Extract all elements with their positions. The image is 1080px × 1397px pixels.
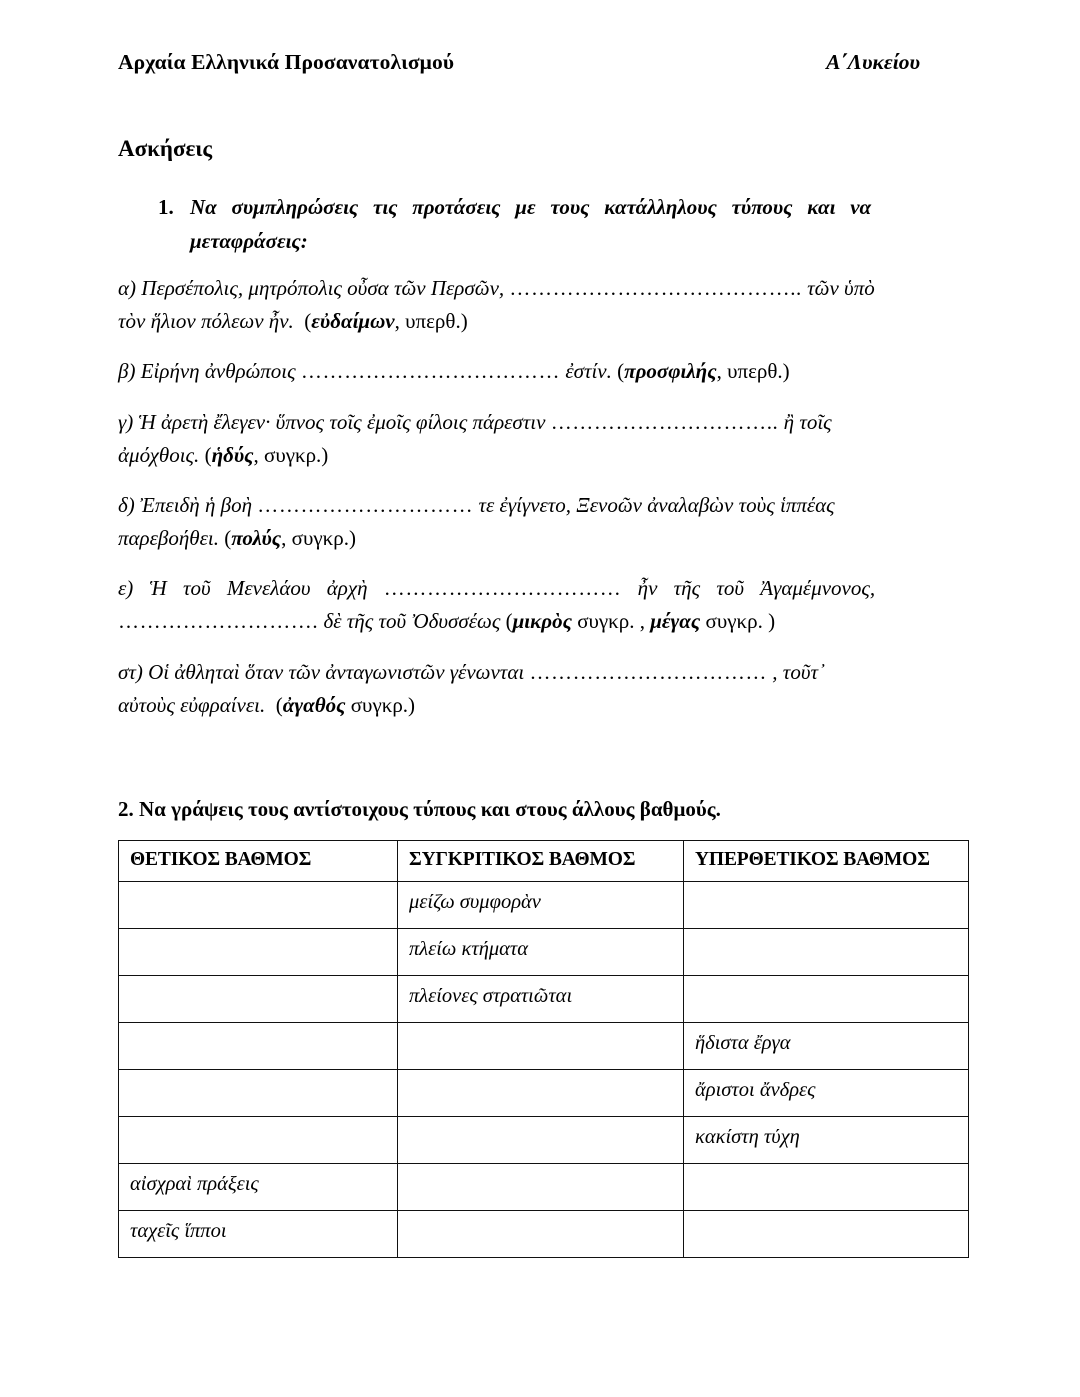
sentence-e-tail-1: ἦν τῆς τοῦ Ἀγαμέμνονος, <box>637 576 876 601</box>
document-header <box>118 50 958 75</box>
cell-superlative[interactable] <box>684 1211 969 1258</box>
sentence-a-label: α) <box>118 276 137 300</box>
cell-comparative[interactable] <box>398 1211 684 1258</box>
sentence-st-hint-word: ἀγαθός <box>282 692 346 717</box>
cell-positive[interactable] <box>119 1023 398 1070</box>
cell-comparative[interactable] <box>398 1117 684 1164</box>
cell-positive[interactable] <box>119 929 398 976</box>
sentence-g-hint-word: ἡδύς <box>211 442 254 467</box>
cell-comparative[interactable] <box>398 1164 684 1211</box>
sentence-e-blank-2[interactable]: ………………………. <box>118 609 319 634</box>
sentence-g-line-1 <box>118 406 960 439</box>
sentence-st-tail-1: , τοῦτ᾽ <box>772 659 825 684</box>
cell-positive[interactable] <box>119 1070 398 1117</box>
cell-superlative[interactable]: ἄριστοι ἄνδρες <box>684 1070 969 1117</box>
sentence-d-line-2 <box>118 522 960 555</box>
sentence-st-text-2: αὐτοὺς εὐφραίνει. <box>118 692 266 717</box>
sentence-a-text-2: τὸν ἥλιον πόλεων ἦν. <box>118 309 294 334</box>
exercise-2-title: 2. Να γράψεις τους αντίστοιχους τύπους και στους άλλους βαθμούς. <box>118 797 721 821</box>
sentence-b-label: β) <box>118 359 136 384</box>
cell-superlative[interactable] <box>684 1164 969 1211</box>
table-row <box>119 882 969 929</box>
sentence-d-hint-rest: , συγκρ.) <box>281 526 356 551</box>
sentence-item-e <box>118 572 960 638</box>
sentence-b-hint-rest: , υπερθ.) <box>716 359 790 384</box>
sentence-st-hint-open: ( <box>275 692 283 717</box>
sentence-e-hint-open: ( <box>505 609 513 634</box>
sentence-e-line-2 <box>118 605 960 638</box>
sentence-b-hint-word: προσφιλής <box>624 359 717 384</box>
sentence-d-tail-1: τε ἐγίγνετο, Ξενοῶν ἀναλαβὼν τοὺς ἱππέας <box>478 492 835 517</box>
sentence-d-line-1 <box>118 489 960 522</box>
cell-comparative[interactable]: πλείονες στρατιῶται <box>398 976 684 1023</box>
cell-positive[interactable]: ταχεῖς ἵπποι <box>119 1211 398 1258</box>
page-title: Ασκήσεις <box>118 136 213 161</box>
sentence-e-line-1 <box>118 572 960 605</box>
sentence-b-blank-1[interactable]: ……………………………… <box>300 359 561 384</box>
sentence-g-text-2: ἀμόχθοις. <box>118 442 200 467</box>
sentence-a-line-2 <box>118 305 960 338</box>
sentence-item-a <box>118 272 960 338</box>
sentence-a-text-1: Περσέπολις, μητρόπολις οὖσα τῶν Περσῶν, <box>141 276 505 300</box>
sentence-st-line-1 <box>118 656 960 689</box>
cell-comparative[interactable]: πλείω κτήματα <box>398 929 684 976</box>
exercise-1-prompt <box>118 190 958 258</box>
sentence-g-text-1: Ἡ ἀρετὴ ἔλεγεν· ὕπνος τοῖς ἐμοῖς φίλοις πάρεστιν <box>138 409 546 434</box>
sentence-st-label: στ) <box>118 659 143 684</box>
cell-positive[interactable]: αἰσχραὶ πράξεις <box>119 1164 398 1211</box>
column-header-superlative: ΥΠΕΡΘΕΤΙΚΟΣ ΒΑΘΜΟΣ <box>684 841 969 882</box>
sentence-item-b <box>118 355 960 388</box>
sentence-a-line-1 <box>118 272 960 305</box>
exercise-1-sentences <box>118 272 960 739</box>
sentence-g-tail-1: ἢ τοῖς <box>783 409 832 434</box>
sentence-d-hint-open: ( <box>224 526 232 551</box>
table-row <box>119 929 969 976</box>
sentence-d-text-1: Ἐπειδὴ ἡ βοὴ <box>140 492 252 517</box>
sentence-e-text-2: δὲ τῆς τοῦ Ὀδυσσέως <box>323 609 501 634</box>
sentence-d-hint-word: πολύς <box>231 526 282 551</box>
column-header-positive: ΘΕΤΙΚΟΣ ΒΑΘΜΟΣ <box>119 841 398 882</box>
cell-comparative[interactable] <box>398 1023 684 1070</box>
sentence-e-hint-rest: συγκρ. ) <box>700 609 776 634</box>
cell-positive[interactable] <box>119 882 398 929</box>
sentence-d-blank-1[interactable]: ………………………… <box>257 492 474 517</box>
sentence-e-blank-1[interactable]: …………………………… <box>383 576 622 601</box>
cell-superlative[interactable] <box>684 976 969 1023</box>
sentence-item-d <box>118 489 960 555</box>
sentence-d-label: δ) <box>118 492 135 517</box>
sentence-e-hint-word-2: μέγας <box>650 609 701 634</box>
cell-comparative[interactable] <box>398 1070 684 1117</box>
cell-superlative[interactable] <box>684 929 969 976</box>
sentence-g-hint-rest: , συγκρ.) <box>253 442 329 467</box>
cell-positive[interactable] <box>119 1117 398 1164</box>
sentence-b-hint-open: ( <box>617 359 625 384</box>
cell-superlative[interactable]: ἥδιστα ἔργα <box>684 1023 969 1070</box>
cell-positive[interactable] <box>119 976 398 1023</box>
sentence-e-label: ε) <box>118 576 134 601</box>
exercise-1-block <box>118 190 958 258</box>
table-row <box>119 1211 969 1258</box>
grades-table <box>118 840 969 1258</box>
sentence-g-blank-1[interactable]: ………………………….. <box>550 409 779 434</box>
sentence-a-hint-word: εὐδαίμων <box>311 309 395 334</box>
exercise-1-marker: 1. <box>158 195 174 219</box>
sentence-st-line-2 <box>118 689 960 722</box>
sentence-a-hint-open: ( <box>304 309 312 334</box>
exercise-1-prompt-line-2: μεταφράσεις: <box>190 229 308 254</box>
sentence-e-text-1: Ἡ τοῦ Μενελάου ἀρχὴ <box>149 576 368 601</box>
sentence-st-blank-1[interactable]: …………………………… <box>529 659 768 684</box>
grades-table-head <box>119 841 969 882</box>
sentence-b-line-1 <box>118 355 960 388</box>
sentence-e-hint-word-1: μικρὸς <box>512 609 572 634</box>
sentence-e-hint-mid: συγκρ. , <box>571 609 651 634</box>
sentence-st-text-1: Οἱ ἀθληταὶ ὅταν τῶν ἀνταγωνιστῶν γένωνται <box>148 659 525 684</box>
sentence-a-blank-1[interactable]: ………………………………….. <box>509 276 802 300</box>
table-row <box>119 1070 969 1117</box>
table-row <box>119 1164 969 1211</box>
cell-superlative[interactable]: κακίστη τύχη <box>684 1117 969 1164</box>
sentence-item-g <box>118 406 960 472</box>
sentence-st-hint-rest: συγκρ.) <box>345 692 416 717</box>
table-row <box>119 976 969 1023</box>
sentence-a-tail-1: τῶν ὑπὸ <box>807 276 875 300</box>
sentence-item-st <box>118 656 960 722</box>
header-grade: Α΄Λυκείου <box>826 50 920 74</box>
exercise-1-prompt-line-1: Να συμπληρώσεις τις προτάσεις με τους κατάλληλους τύπους και να <box>190 195 872 219</box>
exercise-1-prompt-text <box>190 190 958 258</box>
column-header-comparative: ΣΥΓΚΡΙΤΙΚΟΣ ΒΑΘΜΟΣ <box>398 841 684 882</box>
sentence-b-tail-1: ἐστίν. <box>565 359 612 384</box>
table-row <box>119 1023 969 1070</box>
table-row <box>119 1117 969 1164</box>
sentence-g-line-2 <box>118 439 960 472</box>
sentence-d-text-2: παρεβοήθει. <box>118 526 219 551</box>
grades-table-body <box>119 882 969 1258</box>
header-subject: Αρχαία Ελληνικά Προσανατολισμού <box>118 50 455 74</box>
sentence-b-text-1: Εἰρήνη ἀνθρώποις <box>140 359 296 384</box>
sentence-a-hint-rest: , υπερθ.) <box>394 309 468 334</box>
cell-comparative[interactable]: μείζω συμφορὰν <box>398 882 684 929</box>
cell-superlative[interactable] <box>684 882 969 929</box>
sentence-g-hint-open: ( <box>204 442 212 467</box>
sentence-g-label: γ) <box>118 409 134 434</box>
table-header-row <box>119 841 969 882</box>
